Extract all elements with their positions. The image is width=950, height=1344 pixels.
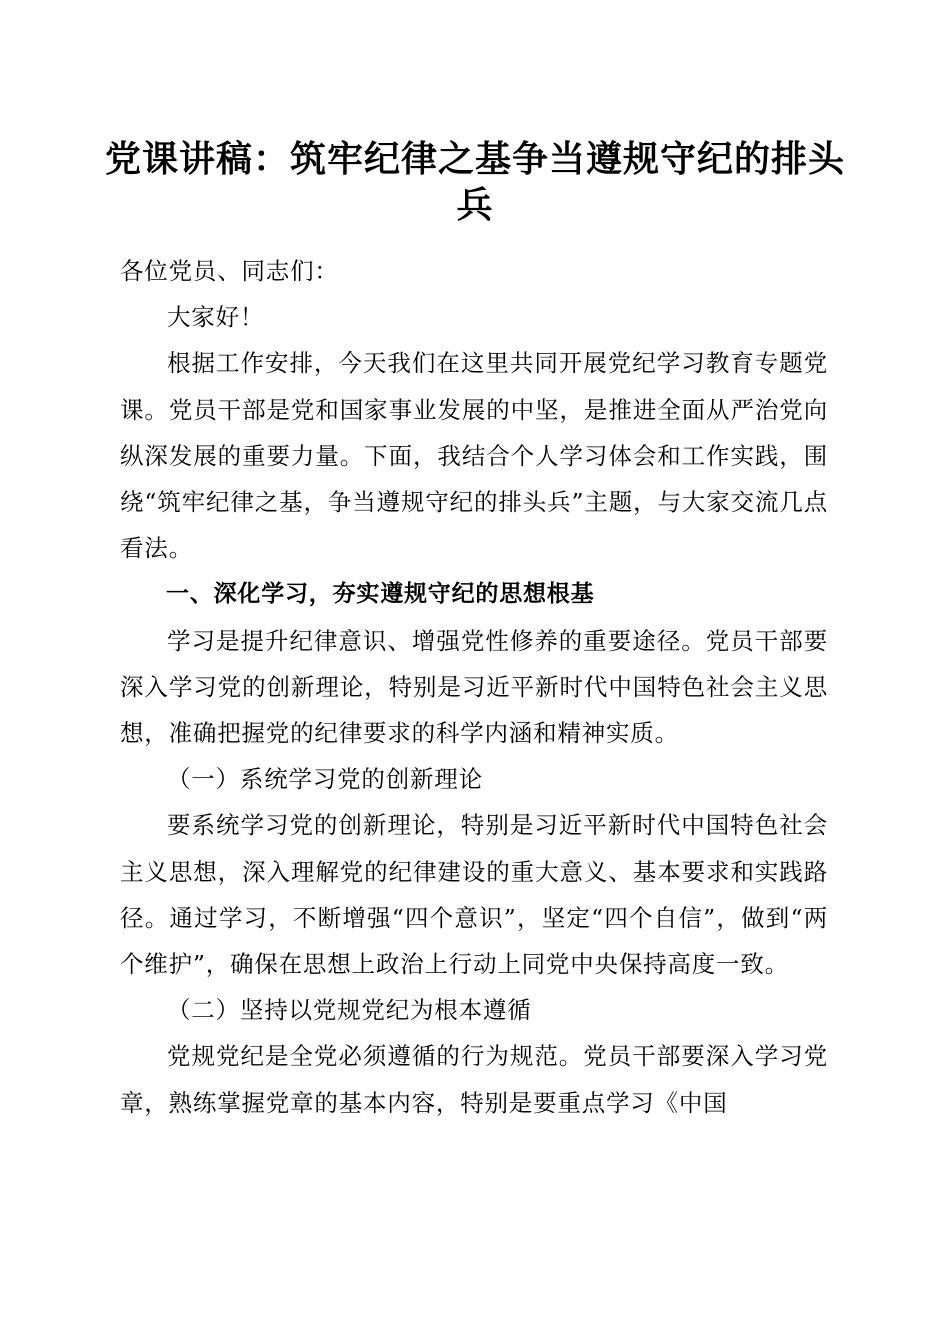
subsection-1-paragraph: 要系统学习党的创新理论，特别是习近平新时代中国特色社会主义思想，深入理解党的纪律建设的重大意义、基本要求和实践路径。通过学习，不断增强“四个意识”，坚定“四个自信”，做到“两个维护”，确保在思想上政治上行动上同党中央保持高度一致。	[120, 811, 828, 979]
salutation: 各位党员、同志们：	[120, 257, 339, 285]
intro-paragraph: 根据工作安排，今天我们在这里共同开展党纪学习教育专题党课。党员干部是党和国家事业发展的中坚，是推进全面从严治党向纵深发展的重要力量。下面，我结合个人学习体会和工作实践，围绕“筑牢纪律之基，争当遵规守纪的排头兵”主题，与大家交流几点看法。	[120, 349, 828, 563]
subsection-2-paragraph: 党规党纪是全党必须遵循的行为规范。党员干部要深入学习党章，熟练掌握党章的基本内容，特别是要重点学习《中国	[120, 1042, 828, 1117]
greeting: 大家好！	[167, 303, 265, 332]
subsection-2-heading: （二）坚持以党规党纪为根本遵循	[167, 996, 532, 1025]
section-1-heading: 一、深化学习，夯实遵规守纪的思想根基	[166, 581, 595, 608]
document-title: 党课讲稿：筑牢纪律之基争当遵规守纪的排头兵	[104, 138, 845, 226]
section-1-paragraph: 学习是提升纪律意识、增强党性修养的重要途径。党员干部要深入学习党的创新理论，特别是习近平新时代中国特色社会主义思想，准确把握党的纪律要求的科学内涵和精神实质。	[120, 626, 828, 748]
subsection-1-heading: （一）系统学习党的创新理论	[167, 765, 483, 794]
document-body	[120, 248, 828, 1126]
